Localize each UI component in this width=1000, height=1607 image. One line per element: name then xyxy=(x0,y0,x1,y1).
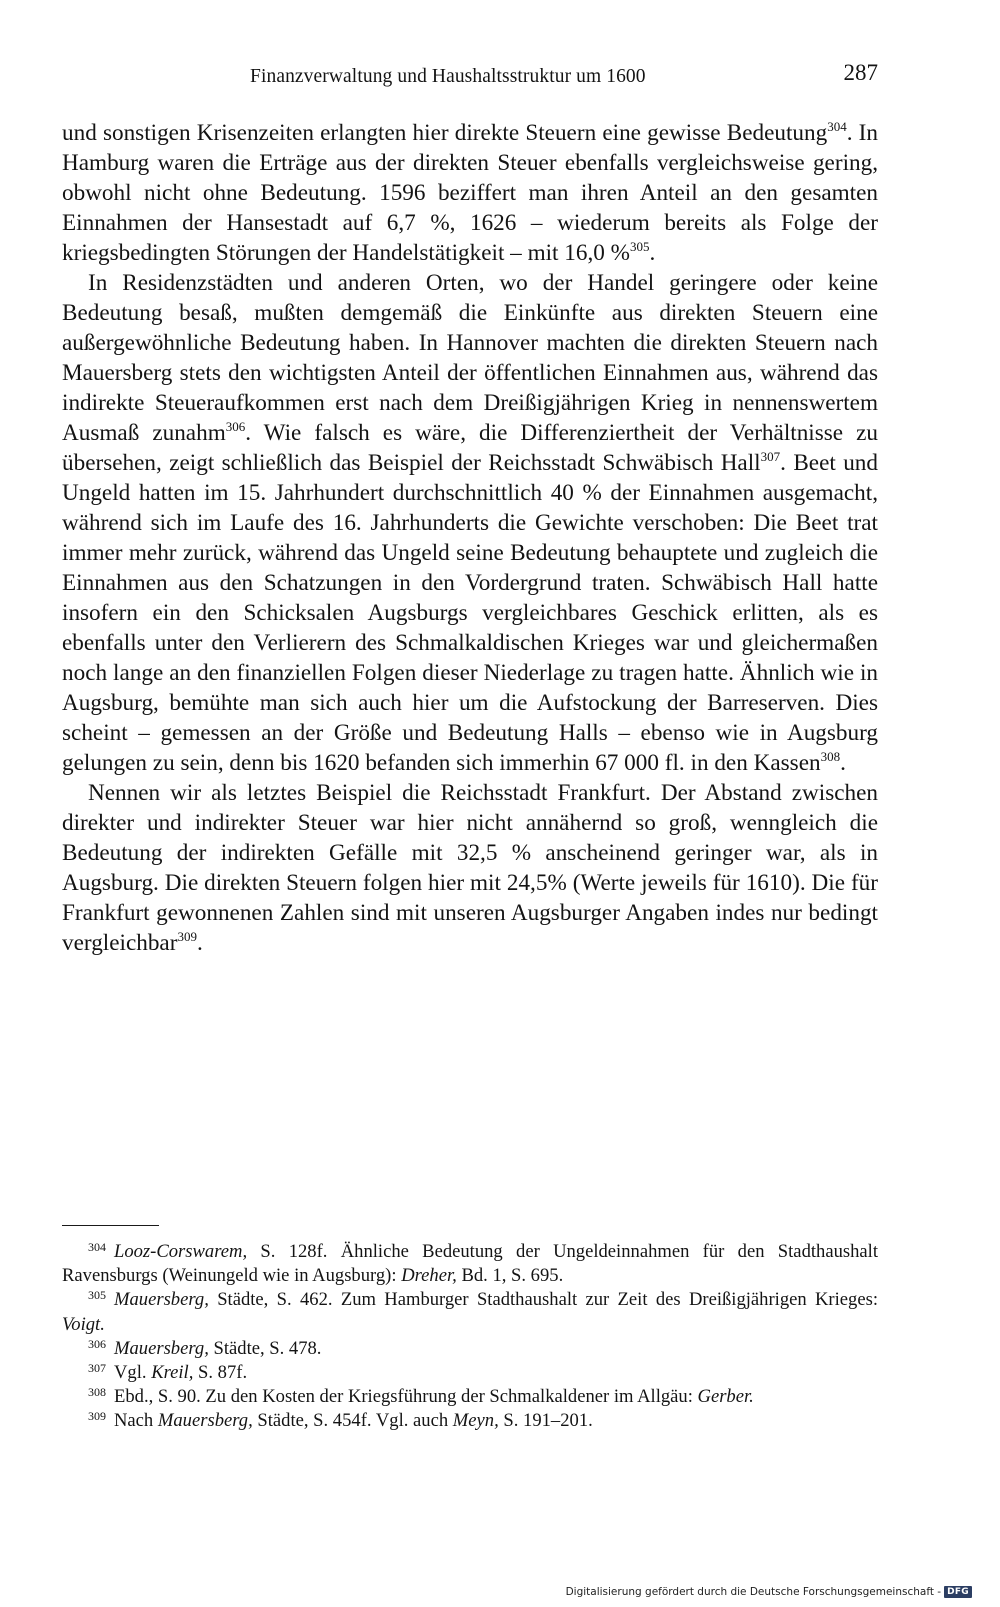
digitization-credit xyxy=(566,1586,972,1598)
paragraph-3: Nennen wir als letztes Beispiel die Reichsstadt Frankfurt. Der Abstand zwischen direkter und indirekter Steuer war hier nicht annähernd so groß, wenngleich die Bedeutung der indirekten Gefälle mit 32,5 % anscheinend geringer war, als in Augsburg. Die direkten Steuern folgen hier mit 24,5% (Werte jeweils für 1610). Die für Frankfurt gewonnenen Zahlen sind mit unseren Augsburger Angaben indes nur bedingt vergleichbar$^{309}$. xyxy=(62,780,878,956)
running-title: Finanzverwaltung und Haushaltsstruktur um 1600 xyxy=(250,66,646,87)
footnote-309: 309 Nach Mauersberg, Städte, S. 454f. Vgl. auch Meyn, S. 191–201. xyxy=(88,1409,593,1432)
footnote-308: 308 Ebd., S. 90. Zu den Kosten der Kriegsführung der Schmalkaldener im Allgäu: Gerber. xyxy=(88,1385,754,1408)
footnote-ref-305: 305 xyxy=(629,239,650,254)
paragraph-2: In Residenzstädten und anderen Orten, wo der Handel geringere oder keine Bedeutung besaß, mußten demgemäß die Einkünfte aus direkten Steuern eine außergewöhnliche Bedeutung haben. In Hannover machten die direkten Steuern nach Mauersberg stets den wichtigsten Anteil der öffentlichen Einnahmen aus, während das indirekte Steueraufkommen erst nach dem Dreißigjährigen Krieg in nennenswertem Ausmaß zunahm$^{306}$. Wie falsch es wäre, die Differenziertheit der Verhältnisse zu übersehen, zeigt schließlich das Beispiel der Reichsstadt Schwäbisch Hall$^{307}$. Beet und Ungeld hatten im 15. Jahrhundert durchschnittlich 40 % der Einnahmen ausgemacht, während sich im Laufe des 16. Jahrhunderts die Gewichte verschoben: Die Beet trat immer mehr zurück, während das Ungeld seine Bedeutung behauptete und zugleich die Einnahmen aus den Schatzungen in den Vordergrund traten. Schwäbisch Hall hatte insofern ein den Schicksalen Augsburgs vergleichbares Geschick erlitten, als es ebenfalls unter den Verlierern des Schmalkaldischen Krieges war und gleichermaßen noch lange an den finanziellen Folgen dieser Niederlage zu tragen hatte. Ähnlich wie in Augsburg, bemühte man sich auch hier um die Aufstockung der Barreserven. Dies scheint – gemessen an der Größe und Bedeutung Halls – ebenso wie in Augsburg gelungen zu sein, denn bis 1620 befanden sich immerhin 67 000 fl. in den Kassen$^{308}$. xyxy=(62,270,878,776)
footnote-304: 304 Looz-Corswarem, S. 128f. Ähnliche Bedeutung der Ungeldeinnahmen für den Stadthaushalt Ravensburgs (Weinungeld wie in Augsburg): Dreher, Bd. 1, S. 695. xyxy=(62,1240,878,1287)
footnote-separator xyxy=(62,1225,159,1226)
footnote-ref-304: 304 xyxy=(827,119,847,134)
footnote-305: 305 Mauersberg, Städte, S. 462. Zum Hamburger Stadthaushalt zur Zeit des Dreißigjährigen Krieges: Voigt. xyxy=(62,1288,878,1335)
dfg-logo: DFG xyxy=(944,1586,972,1598)
footnote-ref-308: 308 xyxy=(820,749,841,764)
footnote-ref-307: 307 xyxy=(760,449,781,464)
footnotes xyxy=(62,1240,878,1434)
paragraph-1: und sonstigen Krisenzeiten erlangten hier direkte Steuern eine gewisse Bedeutung$^{304}$. In Hamburg waren die Erträge aus der direkten Steuer ebenfalls vergleichsweise gering, obwohl nicht ohne Bedeutung. 1596 beziffert man ihren Anteil an den gesamten Einnahmen der Hansestadt auf 6,7 %, 1626 – wiederum bereits als Folge der kriegsbedingten Störungen der Handelstätigkeit – mit 16,0 %$^{305}$. xyxy=(62,119,878,266)
credit-text: Digitalisierung gefördert durch die Deutsche Forschungsgemeinschaft - xyxy=(565,1586,942,1598)
main-text xyxy=(62,118,878,958)
footnote-ref-306: 306 xyxy=(225,419,246,434)
footnote-306: 306 Mauersberg, Städte, S. 478. xyxy=(88,1336,322,1359)
footnote-ref-309: 309 xyxy=(177,929,197,944)
page-header xyxy=(62,60,878,94)
page-number: 287 xyxy=(843,60,878,85)
footnote-307: 307 Vgl. Kreil, S. 87f. xyxy=(88,1361,248,1384)
